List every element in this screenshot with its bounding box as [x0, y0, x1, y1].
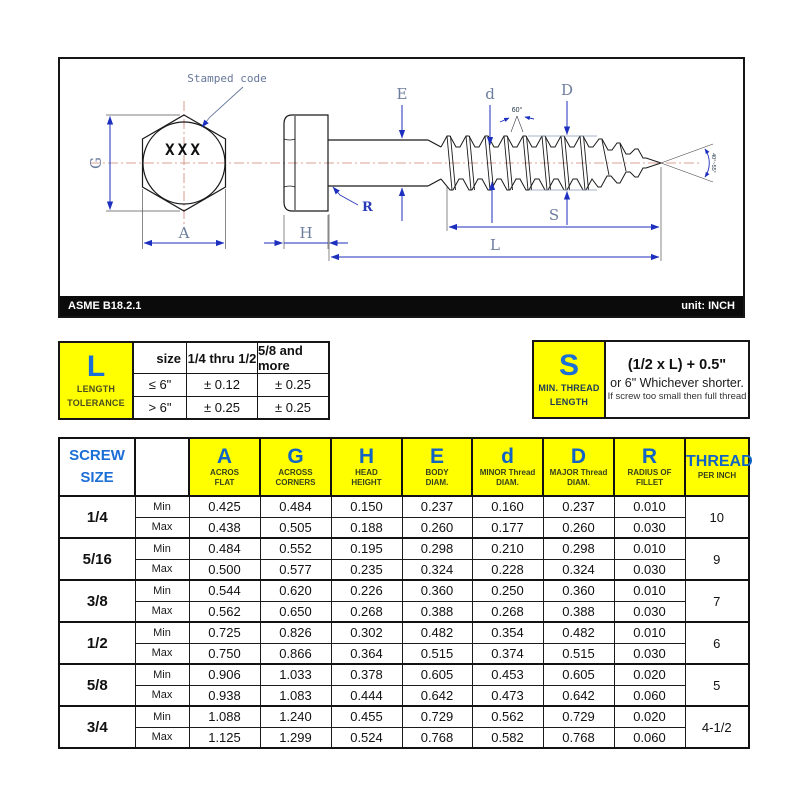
- col-letter: D: [570, 444, 587, 468]
- val-cell: 0.228: [472, 559, 543, 580]
- val-cell: 0.010: [614, 580, 685, 601]
- screw-size-header: [59, 438, 135, 496]
- col-header-H: [331, 438, 402, 496]
- val-cell: 0.484: [189, 538, 260, 559]
- val-cell: 0.177: [472, 517, 543, 538]
- table-row: [59, 496, 749, 517]
- l-key-cell: [60, 343, 134, 418]
- val-cell: 0.237: [402, 496, 472, 517]
- val-cell: 0.605: [402, 664, 472, 685]
- val-cell: 0.725: [189, 622, 260, 643]
- val-cell: 0.150: [331, 496, 402, 517]
- l-grid: [134, 343, 328, 418]
- min-thread-length-table: [532, 340, 750, 419]
- l-header-large-sizes: 5/8 and more: [257, 343, 328, 373]
- val-cell: 0.455: [331, 706, 402, 727]
- standard-label: ASME B18.2.1: [68, 300, 142, 312]
- s-formula-note: or 6" Whichever shorter.: [610, 375, 744, 390]
- val-cell: 0.938: [189, 685, 260, 706]
- val-cell: 0.354: [472, 622, 543, 643]
- dim-S: [447, 167, 661, 261]
- val-cell: 0.374: [472, 643, 543, 664]
- centerlines: [90, 101, 702, 227]
- val-cell: 0.226: [331, 580, 402, 601]
- dim-label-D: D: [560, 81, 574, 99]
- val-cell: 0.482: [543, 622, 614, 643]
- stamped-code-label: Stamped code: [187, 72, 267, 85]
- val-cell: 0.195: [331, 538, 402, 559]
- val-cell: 0.768: [543, 727, 614, 748]
- dimension-table-wrap: [58, 437, 753, 749]
- lag-screw-diagram: [60, 59, 743, 296]
- l-header-small-sizes: 1/4 thru 1/2: [186, 343, 257, 373]
- spec-table-body: [59, 496, 749, 748]
- col-letter: R: [641, 444, 658, 468]
- point-angle-label: 40°~55°: [710, 153, 716, 173]
- table-row: [59, 538, 749, 559]
- tpi-cell: 10: [685, 496, 749, 538]
- val-cell: 0.250: [472, 580, 543, 601]
- length-tolerance-table: [58, 341, 330, 420]
- col-caption: DIAM.: [567, 478, 590, 488]
- l-header-size: size: [156, 350, 181, 366]
- val-cell: 0.650: [260, 601, 331, 622]
- tpi-cell: 9: [685, 538, 749, 580]
- col-caption: ACROS: [210, 467, 239, 477]
- thread-caption: PER INCH: [697, 470, 737, 480]
- dim-label-A: A: [178, 224, 190, 242]
- val-cell: 0.388: [402, 601, 472, 622]
- unit-label: unit: INCH: [681, 300, 735, 312]
- val-cell: 0.768: [402, 727, 472, 748]
- s-key-caption-2: LENGTH: [549, 396, 589, 407]
- val-cell: 0.188: [331, 517, 402, 538]
- mm-cell: Min: [135, 496, 189, 517]
- l-cell: ± 0.25: [257, 396, 328, 419]
- val-cell: 0.453: [472, 664, 543, 685]
- dim-E: [397, 85, 408, 221]
- l-cell: ± 0.25: [186, 396, 257, 419]
- val-cell: 1.083: [260, 685, 331, 706]
- val-cell: 0.298: [543, 538, 614, 559]
- l-key-caption-1: LENGTH: [76, 384, 116, 395]
- size-cell: 5/8: [59, 664, 135, 706]
- l-key-letter: L: [86, 350, 106, 384]
- l-cell: ± 0.12: [186, 373, 257, 396]
- col-caption: ACROSS: [278, 467, 313, 477]
- val-cell: 0.030: [614, 601, 685, 622]
- l-cell: ± 0.25: [257, 373, 328, 396]
- mm-cell: Max: [135, 685, 189, 706]
- s-formula-smallprint: If screw too small then full thread: [607, 390, 747, 402]
- col-header-d: [472, 438, 543, 496]
- val-cell: 0.750: [189, 643, 260, 664]
- col-caption: HEIGHT: [351, 478, 382, 488]
- tpi-cell: 7: [685, 580, 749, 622]
- val-cell: 0.010: [614, 496, 685, 517]
- tpi-cell: 6: [685, 622, 749, 664]
- val-cell: 0.444: [331, 685, 402, 706]
- val-cell: 0.826: [260, 622, 331, 643]
- header-row: [59, 438, 749, 496]
- val-cell: 0.605: [543, 664, 614, 685]
- val-cell: 0.505: [260, 517, 331, 538]
- val-cell: 0.260: [402, 517, 472, 538]
- val-cell: 0.060: [614, 727, 685, 748]
- mm-cell: Max: [135, 643, 189, 664]
- val-cell: 0.484: [260, 496, 331, 517]
- col-header-G: [260, 438, 331, 496]
- col-header-R: [614, 438, 685, 496]
- val-cell: 0.582: [472, 727, 543, 748]
- col-caption: FLAT: [214, 478, 235, 488]
- val-cell: 0.360: [402, 580, 472, 601]
- col-letter: A: [216, 444, 233, 468]
- dim-label-E: E: [396, 85, 408, 103]
- val-cell: 0.438: [189, 517, 260, 538]
- size-cell: 3/4: [59, 706, 135, 748]
- dim-L: [329, 214, 659, 261]
- col-letter: H: [358, 444, 375, 468]
- mm-cell: Min: [135, 706, 189, 727]
- val-cell: 0.577: [260, 559, 331, 580]
- col-caption: HEAD: [355, 467, 378, 477]
- drawing-panel: [58, 57, 745, 318]
- screw-size-line2: SIZE: [80, 469, 114, 486]
- table-row: [59, 706, 749, 727]
- mm-cell: Min: [135, 580, 189, 601]
- val-cell: 0.473: [472, 685, 543, 706]
- col-caption: RADIUS OF: [627, 467, 672, 477]
- val-cell: 0.160: [472, 496, 543, 517]
- thread-angle-annotation: [500, 106, 534, 132]
- val-cell: 0.642: [543, 685, 614, 706]
- tpi-cell: 5: [685, 664, 749, 706]
- val-cell: 0.030: [614, 517, 685, 538]
- val-cell: 0.364: [331, 643, 402, 664]
- val-cell: 0.298: [402, 538, 472, 559]
- col-caption: MAJOR Thread: [549, 467, 608, 477]
- size-cell: 1/4: [59, 496, 135, 538]
- dim-label-H: H: [299, 224, 313, 242]
- stamp-code-text: XXX: [165, 140, 203, 159]
- val-cell: 0.552: [260, 538, 331, 559]
- val-cell: 0.906: [189, 664, 260, 685]
- l-cell: ≤ 6": [134, 373, 186, 396]
- val-cell: 0.500: [189, 559, 260, 580]
- s-formula: (1/2 x L) + 0.5": [627, 356, 727, 373]
- mm-cell: Min: [135, 664, 189, 685]
- dim-label-d: d: [485, 85, 495, 103]
- mm-cell: Min: [135, 538, 189, 559]
- val-cell: 0.562: [189, 601, 260, 622]
- val-cell: 0.866: [260, 643, 331, 664]
- col-caption: BODY: [425, 467, 449, 477]
- col-letter: E: [429, 444, 444, 468]
- val-cell: 0.515: [543, 643, 614, 664]
- table-row: [59, 685, 749, 706]
- col-header-thread: [685, 438, 753, 496]
- val-cell: 0.425: [189, 496, 260, 517]
- mm-cell: Max: [135, 601, 189, 622]
- size-cell: 5/16: [59, 538, 135, 580]
- col-letter: G: [287, 444, 304, 468]
- val-cell: 0.302: [331, 622, 402, 643]
- col-caption: DIAM.: [496, 478, 519, 488]
- val-cell: 0.642: [402, 685, 472, 706]
- val-cell: 0.388: [543, 601, 614, 622]
- s-key-letter: S: [558, 349, 579, 383]
- val-cell: 0.268: [331, 601, 402, 622]
- col-caption: FILLET: [635, 478, 664, 488]
- val-cell: 0.260: [543, 517, 614, 538]
- mm-cell: Max: [135, 559, 189, 580]
- table-row: [59, 601, 749, 622]
- s-key-caption-1: MIN. THREAD: [538, 383, 600, 394]
- col-caption: DIAM.: [425, 478, 449, 488]
- thread-title: THREAD: [686, 453, 753, 470]
- val-cell: 0.378: [331, 664, 402, 685]
- table-row: [59, 517, 749, 538]
- val-cell: 0.620: [260, 580, 331, 601]
- mm-cell: Max: [135, 517, 189, 538]
- size-cell: 3/8: [59, 580, 135, 622]
- minmax-header-cell-blank: [135, 438, 189, 496]
- val-cell: 1.033: [260, 664, 331, 685]
- val-cell: 0.010: [614, 622, 685, 643]
- val-cell: 0.324: [543, 559, 614, 580]
- val-cell: 0.360: [543, 580, 614, 601]
- dim-label-G: G: [87, 157, 105, 169]
- val-cell: 0.268: [472, 601, 543, 622]
- val-cell: 0.515: [402, 643, 472, 664]
- col-caption: MINOR Thread: [479, 467, 536, 477]
- table-row: [59, 580, 749, 601]
- col-header-E: [402, 438, 472, 496]
- table-row: [59, 643, 749, 664]
- val-cell: 0.324: [402, 559, 472, 580]
- col-header-D: [543, 438, 614, 496]
- val-cell: 0.010: [614, 538, 685, 559]
- val-cell: 1.088: [189, 706, 260, 727]
- s-formula-cell: [606, 342, 748, 417]
- stamped-code-leader: [202, 87, 243, 127]
- dim-label-R: R: [362, 200, 373, 215]
- mm-cell: Max: [135, 727, 189, 748]
- s-key-cell: [534, 342, 606, 417]
- val-cell: 0.020: [614, 706, 685, 727]
- dim-R: [333, 187, 373, 215]
- screw-size-line1: SCREW: [69, 446, 125, 464]
- val-cell: 0.729: [543, 706, 614, 727]
- l-key-caption-2: TOLERANCE: [67, 397, 125, 408]
- size-cell: 1/2: [59, 622, 135, 664]
- mm-cell: Min: [135, 622, 189, 643]
- drawing-title-bar: [60, 296, 743, 316]
- val-cell: 0.235: [331, 559, 402, 580]
- dimension-table: [58, 437, 753, 749]
- table-row: [59, 664, 749, 685]
- col-header-A: [189, 438, 260, 496]
- table-row: [59, 727, 749, 748]
- val-cell: 0.020: [614, 664, 685, 685]
- val-cell: 0.030: [614, 643, 685, 664]
- dim-label-S: S: [548, 206, 560, 224]
- val-cell: 1.299: [260, 727, 331, 748]
- table-row: [59, 622, 749, 643]
- val-cell: 1.125: [189, 727, 260, 748]
- val-cell: 0.544: [189, 580, 260, 601]
- col-caption: CORNERS: [275, 478, 316, 488]
- tpi-cell: 4-1/2: [685, 706, 749, 748]
- val-cell: 0.524: [331, 727, 402, 748]
- col-letter: d: [501, 444, 514, 468]
- table-row: [59, 559, 749, 580]
- val-cell: 0.060: [614, 685, 685, 706]
- l-cell: > 6": [134, 396, 186, 419]
- dim-label-L: L: [490, 236, 500, 254]
- val-cell: 0.030: [614, 559, 685, 580]
- thread-angle-label: 60°: [511, 107, 523, 114]
- dim-H: [264, 215, 348, 249]
- val-cell: 0.482: [402, 622, 472, 643]
- val-cell: 0.237: [543, 496, 614, 517]
- val-cell: 0.562: [472, 706, 543, 727]
- val-cell: 1.240: [260, 706, 331, 727]
- val-cell: 0.210: [472, 538, 543, 559]
- val-cell: 0.729: [402, 706, 472, 727]
